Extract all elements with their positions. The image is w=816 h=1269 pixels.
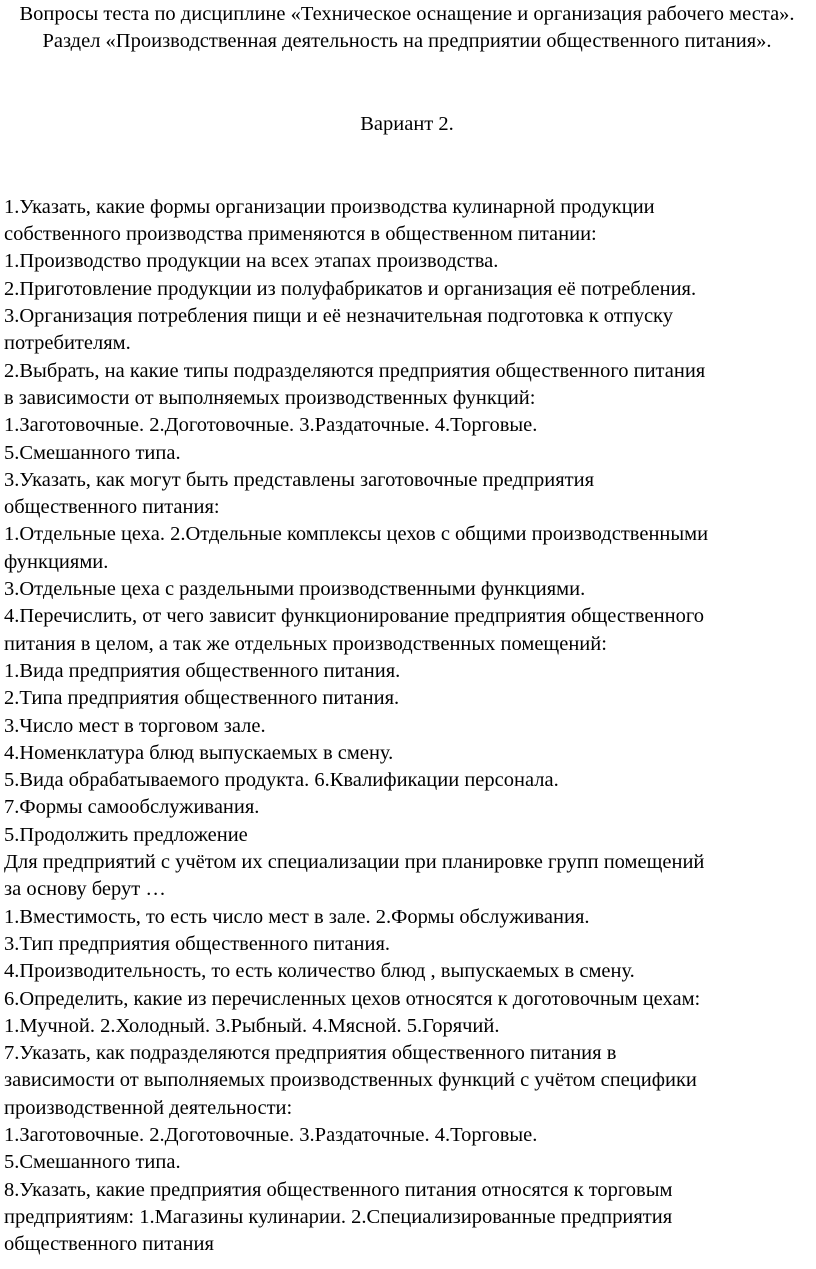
variant-heading: Вариант 2. xyxy=(360,112,454,135)
text-line: собственного производства применяются в общественном питании: xyxy=(4,223,597,246)
text-line: за основу берут … xyxy=(4,878,166,901)
text-line: 3.Указать, как могут быть представлены заготовочные предприятия xyxy=(4,468,594,491)
text-line: 1.Мучной. 2.Холодный. 3.Рыбный. 4.Мясной. 5.Горячий. xyxy=(4,1014,500,1037)
text-line: 1.Заготовочные. 2.Доготовочные. 3.Раздаточные. 4.Торговые. xyxy=(4,414,538,437)
text-line: 1.Отдельные цеха. 2.Отдельные комплексы цехов с общими производственными xyxy=(4,523,709,546)
text-line: зависимости от выполняемых производственных функций с учётом специфики xyxy=(4,1069,697,1092)
text-line: 3.Отдельные цеха с раздельными производственными функциями. xyxy=(4,578,586,601)
text-line: 8.Указать, какие предприятия общественного питания относятся к торговым xyxy=(4,1178,673,1201)
text-line: 5.Смешанного типа. xyxy=(4,1151,181,1174)
text-line: общественного питания: xyxy=(4,496,220,519)
text-line: 3.Организация потребления пищи и её незначительная подготовка к отпуску xyxy=(4,305,673,328)
text-line: 3.Число мест в торговом зале. xyxy=(4,714,266,737)
document-body xyxy=(4,194,810,1259)
text-line: в зависимости от выполняемых производственных функций: xyxy=(4,386,536,409)
text-line: 7.Формы самообслуживания. xyxy=(4,796,260,819)
text-line: 3.Тип предприятия общественного питания. xyxy=(4,932,391,955)
text-line: производственной деятельности: xyxy=(4,1096,293,1119)
text-line: 2.Приготовление продукции из полуфабрикатов и организация её потребления. xyxy=(4,277,697,300)
text-line: 7.Указать, как подразделяются предприятия общественного питания в xyxy=(4,1042,617,1065)
text-line: 1.Производство продукции на всех этапах производства. xyxy=(4,250,499,273)
text-line: общественного питания xyxy=(4,1233,214,1256)
text-line: функциями. xyxy=(4,550,109,573)
text-line: 2.Типа предприятия общественного питания. xyxy=(4,687,400,710)
text-line: предприятиям: 1.Магазины кулинарии. 2.Специализированные предприятия xyxy=(4,1205,673,1228)
text-line: Для предприятий с учётом их специализации при планировке групп помещений xyxy=(4,851,705,874)
text-line: 2.Выбрать, на какие типы подразделяются предприятия общественного питания xyxy=(4,359,706,382)
text-line: 4.Перечислить, от чего зависит функционирование предприятия общественного xyxy=(4,605,704,628)
text-line: 1.Указать, какие формы организации производства кулинарной продукции xyxy=(4,195,655,218)
text-line: 5.Вида обрабатываемого продукта. 6.Квалификации персонала. xyxy=(4,769,559,792)
text-line: 4.Номенклатура блюд выпускаемых в смену. xyxy=(4,741,394,764)
text-line: 1.Вида предприятия общественного питания. xyxy=(4,659,401,682)
document-title: Вопросы теста по дисциплине «Техническое оснащение и организация рабочего места». Раздел «Производственная деятельность на предприятии общественного питания». xyxy=(19,3,795,53)
text-line: 1.Заготовочные. 2.Доготовочные. 3.Раздаточные. 4.Торговые. xyxy=(4,1123,538,1146)
text-line: 1.Вместимость, то есть число мест в зале. 2.Формы обслуживания. xyxy=(4,905,590,928)
text-line: 5.Смешанного типа. xyxy=(4,441,181,464)
text-line: питания в целом, а так же отдельных производственных помещений: xyxy=(4,632,607,655)
text-line: 6.Определить, какие из перечисленных цехов относятся к доготовочным цехам: xyxy=(4,987,701,1010)
text-line: потребителям. xyxy=(4,332,131,355)
text-line: 4.Производительность, то есть количество блюд , выпускаемых в смену. xyxy=(4,960,635,983)
text-line: 5.Продолжить предложение xyxy=(4,823,248,846)
